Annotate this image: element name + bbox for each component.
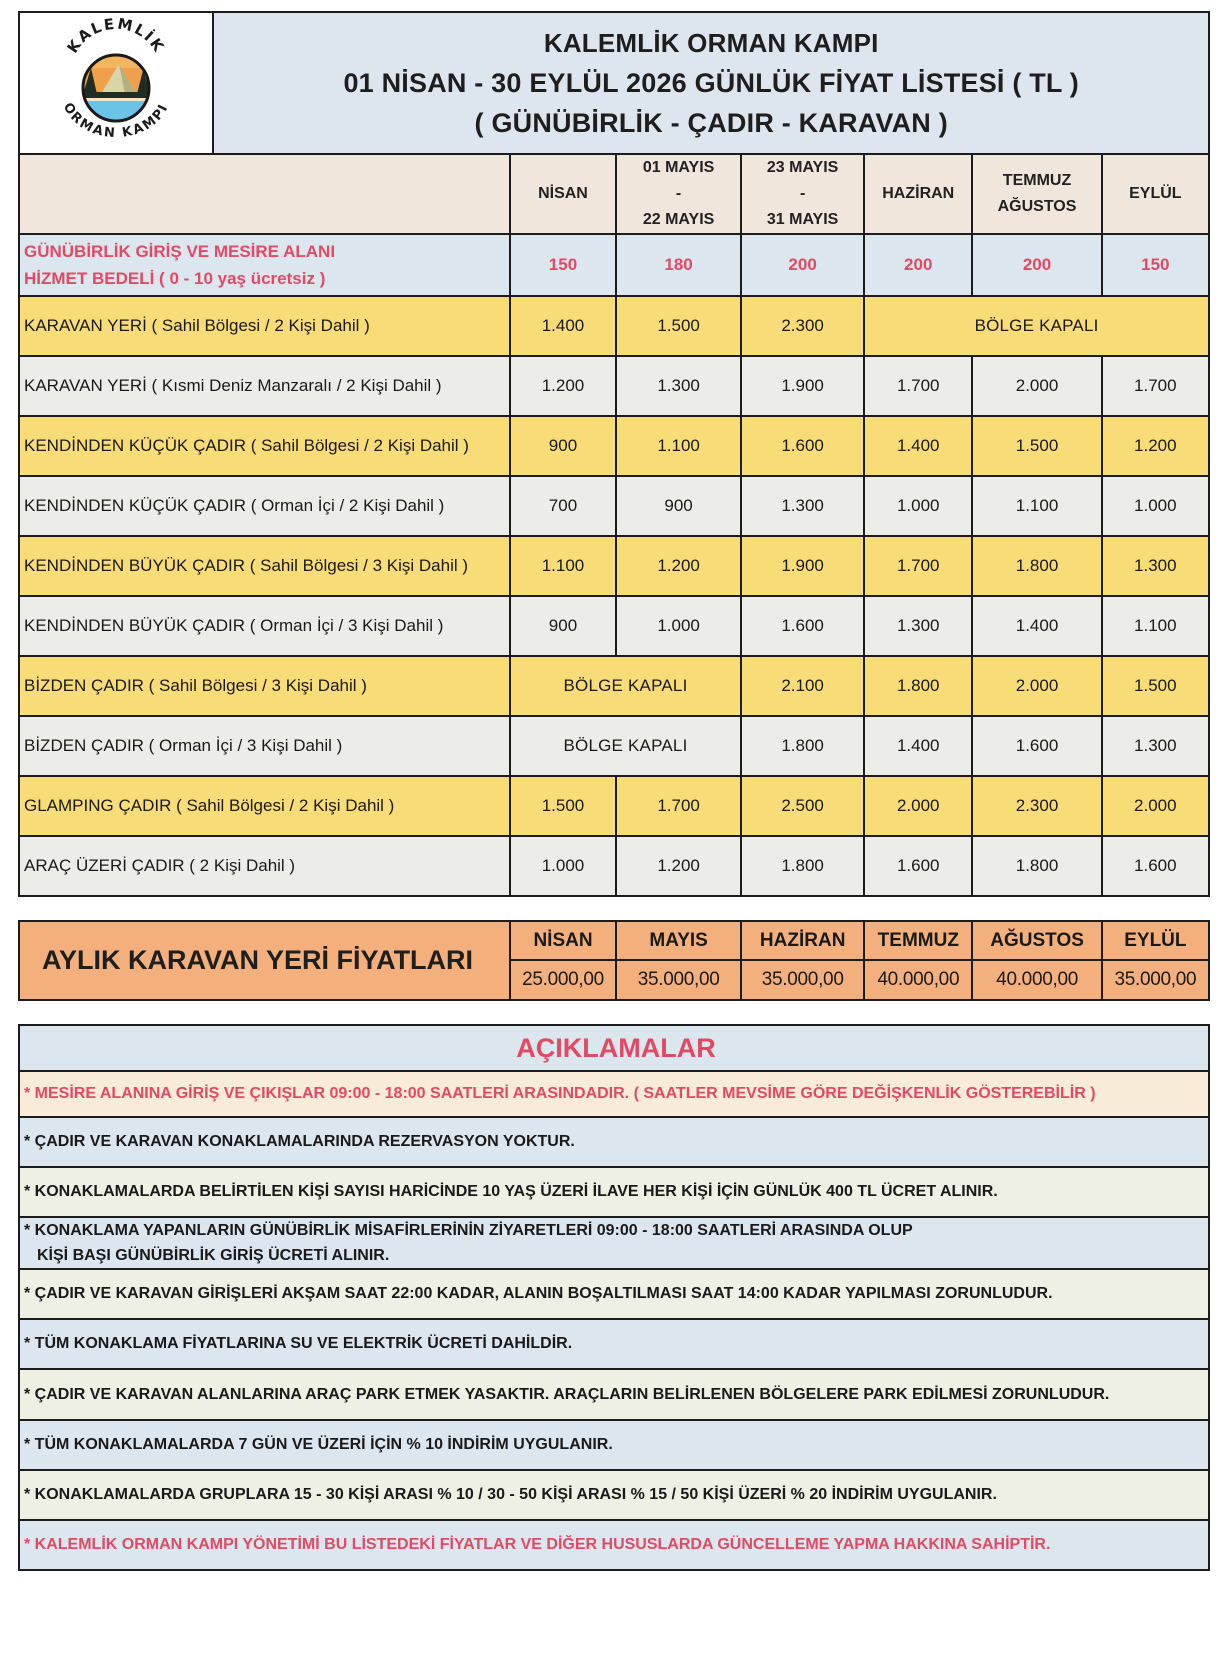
price-cell: 1.500 xyxy=(510,776,616,836)
notes-section xyxy=(18,1024,1210,1571)
price-cell: 900 xyxy=(616,476,741,536)
note-item: * TÜM KONAKLAMA FİYATLARINA SU VE ELEKTRİK ÜCRETİ DAHİLDİR. xyxy=(18,1320,1210,1370)
month-header: NİSAN xyxy=(510,921,616,960)
note-item: * TÜM KONAKLAMALARDA 7 GÜN VE ÜZERİ İÇİN % 10 İNDİRİM UYGULANIR. xyxy=(18,1421,1210,1471)
table-row xyxy=(19,296,1209,356)
month-header: EYLÜL xyxy=(1102,921,1209,960)
price-cell: 150 xyxy=(1102,234,1209,296)
notes-title: AÇIKLAMALAR xyxy=(18,1024,1210,1072)
price-cell: 200 xyxy=(741,234,864,296)
monthly-price: 25.000,00 xyxy=(510,960,616,1000)
price-cell: 2.100 xyxy=(741,656,864,716)
logo-top-text: KALEMLİK xyxy=(63,15,169,56)
price-cell: 1.000 xyxy=(1102,476,1209,536)
price-cell: 1.600 xyxy=(741,596,864,656)
price-cell: 1.300 xyxy=(1102,716,1209,776)
row-label: KARAVAN YERİ ( Sahil Bölgesi / 2 Kişi Dahil ) xyxy=(19,296,510,356)
price-cell: 1.300 xyxy=(864,596,972,656)
row-label: KARAVAN YERİ ( Kısmi Deniz Manzaralı / 2 Kişi Dahil ) xyxy=(19,356,510,416)
price-cell: 1.900 xyxy=(741,536,864,596)
price-cell: 1.500 xyxy=(1102,656,1209,716)
row-label: ARAÇ ÜZERİ ÇADIR ( 2 Kişi Dahil ) xyxy=(19,836,510,896)
price-cell: 1.700 xyxy=(864,536,972,596)
closed-area-cell: BÖLGE KAPALI xyxy=(510,716,741,776)
price-cell: 1.000 xyxy=(864,476,972,536)
table-row-daily-entry xyxy=(19,234,1209,296)
table-row xyxy=(19,476,1209,536)
price-cell: 1.300 xyxy=(741,476,864,536)
row-label: BİZDEN ÇADIR ( Orman İçi / 3 Kişi Dahil ) xyxy=(19,716,510,776)
row-label: BİZDEN ÇADIR ( Sahil Bölgesi / 3 Kişi Dahil ) xyxy=(19,656,510,716)
column-header-23-31-mayis: 23 MAYIS - 31 MAYIS xyxy=(741,154,864,234)
logo xyxy=(19,12,213,154)
note-item: * KONAKLAMA YAPANLARIN GÜNÜBİRLİK MİSAFİRLERİNİN ZİYARETLERİ 09:00 - 18:00 SAATLERİ ARASINDA OLUP KİŞİ BAŞI GÜNÜBİRLİK GİRİŞ ÜCRETİ ALINIR. xyxy=(18,1218,1210,1270)
row-label: KENDİNDEN KÜÇÜK ÇADIR ( Sahil Bölgesi / 2 Kişi Dahil ) xyxy=(19,416,510,476)
row-label: GÜNÜBİRLİK GİRİŞ VE MESİRE ALANI HİZMET BEDELİ ( 0 - 10 yaş ücretsiz ) xyxy=(19,234,510,296)
note-item: * ÇADIR VE KARAVAN KONAKLAMALARINDA REZERVASYON YOKTUR. xyxy=(18,1118,1210,1168)
note-item: * KALEMLİK ORMAN KAMPI YÖNETİMİ BU LİSTEDEKİ FİYATLAR VE DİĞER HUSUSLARDA GÜNCELLEME YAPMA HAKKINA SAHİPTİR. xyxy=(18,1521,1210,1571)
title-line-3: ( GÜNÜBİRLİK - ÇADIR - KARAVAN ) xyxy=(474,108,948,138)
price-cell: 1.900 xyxy=(741,356,864,416)
price-cell: 1.400 xyxy=(864,716,972,776)
price-cell: 200 xyxy=(864,234,972,296)
price-cell: 1.500 xyxy=(616,296,741,356)
table-row xyxy=(19,356,1209,416)
price-cell: 900 xyxy=(510,596,616,656)
logo-bottom-text: ORMAN KAMPI xyxy=(60,99,173,141)
price-cell: 1.800 xyxy=(741,836,864,896)
price-cell: 900 xyxy=(510,416,616,476)
note-item: * ÇADIR VE KARAVAN GİRİŞLERİ AKŞAM SAAT 22:00 KADAR, ALANIN BOŞALTILMASI SAAT 14:00 KADAR YAPILMASI ZORUNLUDUR. xyxy=(18,1270,1210,1320)
monthly-price: 40.000,00 xyxy=(864,960,972,1000)
price-cell: 1.600 xyxy=(1102,836,1209,896)
price-cell: 700 xyxy=(510,476,616,536)
table-row xyxy=(19,776,1209,836)
row-label: KENDİNDEN BÜYÜK ÇADIR ( Orman İçi / 3 Kişi Dahil ) xyxy=(19,596,510,656)
price-cell: 200 xyxy=(972,234,1101,296)
price-cell: 1.700 xyxy=(616,776,741,836)
price-cell: 2.000 xyxy=(972,656,1101,716)
table-row xyxy=(19,836,1209,896)
column-header-haziran: HAZİRAN xyxy=(864,154,972,234)
monthly-price: 40.000,00 xyxy=(972,960,1101,1000)
price-cell: 1.200 xyxy=(1102,416,1209,476)
closed-area-cell: BÖLGE KAPALI xyxy=(864,296,1209,356)
svg-text:KALEMLİK xyxy=(64,16,169,56)
price-cell: 2.300 xyxy=(972,776,1101,836)
price-cell: 1.400 xyxy=(510,296,616,356)
table-row xyxy=(19,656,1209,716)
table-row xyxy=(19,716,1209,776)
price-cell: 1.200 xyxy=(616,836,741,896)
price-cell: 1.000 xyxy=(510,836,616,896)
row-label: KENDİNDEN KÜÇÜK ÇADIR ( Orman İçi / 2 Kişi Dahil ) xyxy=(19,476,510,536)
price-cell: 2.300 xyxy=(741,296,864,356)
monthly-price: 35.000,00 xyxy=(616,960,741,1000)
price-cell: 1.300 xyxy=(1102,536,1209,596)
page-title xyxy=(213,12,1209,154)
price-cell: 1.800 xyxy=(972,536,1101,596)
column-header-01-22-mayis: 01 MAYIS - 22 MAYIS xyxy=(616,154,741,234)
price-cell: 1.800 xyxy=(972,836,1101,896)
price-cell: 1.400 xyxy=(864,416,972,476)
tent-forest-lake-icon xyxy=(41,16,191,146)
price-cell: 1.700 xyxy=(1102,356,1209,416)
price-cell: 1.200 xyxy=(616,536,741,596)
price-cell: 1.600 xyxy=(741,416,864,476)
closed-area-cell: BÖLGE KAPALI xyxy=(510,656,741,716)
price-cell: 150 xyxy=(510,234,616,296)
daily-price-table xyxy=(18,11,1210,897)
note-item: * MESİRE ALANINA GİRİŞ VE ÇIKIŞLAR 09:00 - 18:00 SAATLERİ ARASINDADIR. ( SAATLER MEVSİME GÖRE DEĞİŞKENLİK GÖSTEREBİLİR ) xyxy=(18,1072,1210,1118)
row-label: KENDİNDEN BÜYÜK ÇADIR ( Sahil Bölgesi / 3 Kişi Dahil ) xyxy=(19,536,510,596)
price-cell: 1.600 xyxy=(972,716,1101,776)
price-cell: 1.000 xyxy=(616,596,741,656)
monthly-price: 35.000,00 xyxy=(1102,960,1209,1000)
price-cell: 2.500 xyxy=(741,776,864,836)
price-cell: 2.000 xyxy=(1102,776,1209,836)
price-cell: 1.100 xyxy=(510,536,616,596)
note-item: * ÇADIR VE KARAVAN ALANLARINA ARAÇ PARK ETMEK YASAKTIR. ARAÇLARIN BELİRLENEN BÖLGELERE PARK EDİLMESİ ZORUNLUDUR. xyxy=(18,1370,1210,1421)
note-item: * KONAKLAMALARDA BELİRTİLEN KİŞİ SAYISI HARİCİNDE 10 YAŞ ÜZERİ İLAVE HER KİŞİ İÇİN GÜNLÜK 400 TL ÜCRET ALINIR. xyxy=(18,1168,1210,1218)
note-item: * KONAKLAMALARDA GRUPLARA 15 - 30 KİŞİ ARASI % 10 / 30 - 50 KİŞİ ARASI % 15 / 50 KİŞİ ÜZERİ % 20 İNDİRİM UYGULANIR. xyxy=(18,1471,1210,1521)
price-cell: 1.100 xyxy=(972,476,1101,536)
table-row xyxy=(19,596,1209,656)
price-cell: 1.800 xyxy=(741,716,864,776)
row-label: GLAMPING ÇADIR ( Sahil Bölgesi / 2 Kişi Dahil ) xyxy=(19,776,510,836)
price-cell: 1.600 xyxy=(864,836,972,896)
price-cell: 1.800 xyxy=(864,656,972,716)
price-cell: 1.100 xyxy=(1102,596,1209,656)
month-header: AĞUSTOS xyxy=(972,921,1101,960)
month-header: MAYIS xyxy=(616,921,741,960)
price-cell: 1.500 xyxy=(972,416,1101,476)
monthly-price: 35.000,00 xyxy=(741,960,864,1000)
price-cell: 2.000 xyxy=(972,356,1101,416)
monthly-price-table xyxy=(18,920,1210,1001)
monthly-caravan-prices xyxy=(18,920,1210,1001)
price-cell: 1.200 xyxy=(510,356,616,416)
table-row xyxy=(19,536,1209,596)
price-cell: 1.700 xyxy=(864,356,972,416)
title-line-1: KALEMLİK ORMAN KAMPI xyxy=(543,28,879,58)
column-header-eylul: EYLÜL xyxy=(1102,154,1209,234)
month-header: HAZİRAN xyxy=(741,921,864,960)
monthly-title: AYLIK KARAVAN YERİ FİYATLARI xyxy=(19,921,510,1000)
column-header-row xyxy=(19,154,1209,234)
price-cell: 1.100 xyxy=(616,416,741,476)
month-header: TEMMUZ xyxy=(864,921,972,960)
column-header-temmuz-agustos: TEMMUZ AĞUSTOS xyxy=(972,154,1101,234)
price-cell: 1.400 xyxy=(972,596,1101,656)
column-header-blank xyxy=(19,154,510,234)
price-cell: 1.300 xyxy=(616,356,741,416)
title-line-2: 01 NİSAN - 30 EYLÜL 2026 GÜNLÜK FİYAT LİSTESİ ( TL ) xyxy=(343,68,1080,98)
table-row xyxy=(19,416,1209,476)
price-list-sheet xyxy=(18,11,1210,897)
price-cell: 180 xyxy=(616,234,741,296)
price-cell: 2.000 xyxy=(864,776,972,836)
column-header-nisan: NİSAN xyxy=(510,154,616,234)
